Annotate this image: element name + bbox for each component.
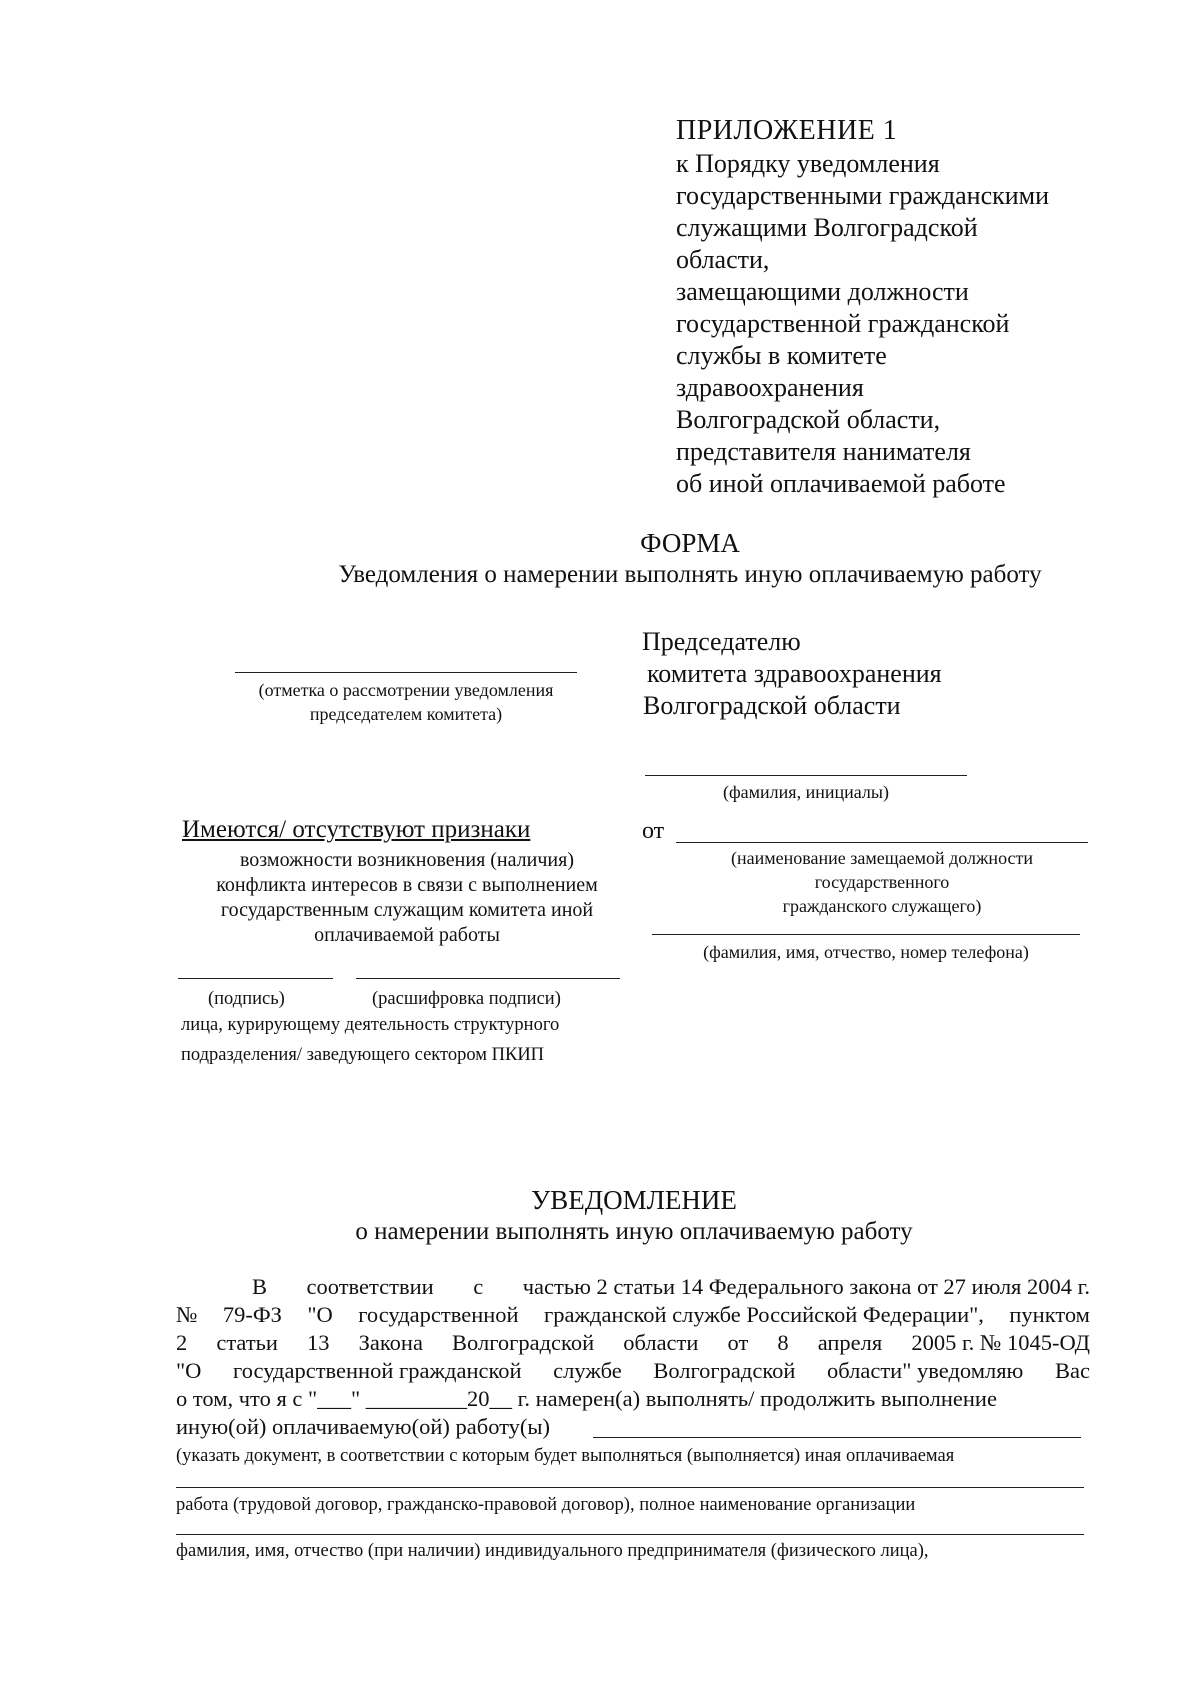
- notice-line: [176, 1301, 1090, 1329]
- appendix-line: государственными гражданскими: [676, 181, 1050, 210]
- notice-word: Волгоградской: [653, 1358, 796, 1383]
- notice-word: иную(ой) оплачиваемую(ой) работу(ы): [176, 1414, 551, 1439]
- review-mark-caption: председателем комитета): [309, 704, 503, 724]
- conflict-line: государственным служащим комитета иной: [220, 899, 594, 921]
- notice-word: 8: [777, 1330, 789, 1355]
- notice-word: Волгоградской: [452, 1330, 595, 1355]
- appendix-line: государственной гражданской: [676, 309, 1010, 338]
- notice-word: гражданской службе Российской Федерации",: [544, 1302, 984, 1327]
- appendix-line: служащими Волгоградской: [676, 213, 978, 242]
- notice-blank-line: [176, 1487, 1084, 1488]
- notice-subtitle: о намерении выполнять иную оплачиваемую работу: [355, 1218, 913, 1245]
- person-caption: (фамилия, имя, отчество, номер телефона): [703, 942, 1029, 962]
- notice-word: с: [473, 1274, 484, 1299]
- decode-line: [356, 978, 620, 979]
- notice-word: от: [727, 1330, 749, 1355]
- form-subtitle: Уведомления о намерении выполнять иную оплачиваемую работу: [338, 561, 1042, 588]
- form-title: ФОРМА: [640, 528, 740, 558]
- appendix-lines: [676, 148, 1116, 500]
- conflict-line: конфликта интересов в связи с выполнением: [216, 874, 598, 896]
- addressee-name-line: [645, 775, 967, 776]
- appendix-line: области,: [676, 245, 770, 274]
- appendix-line: Волгоградской области,: [676, 405, 941, 434]
- from-label: от: [642, 818, 665, 844]
- notice-blank-line: [176, 1534, 1084, 1535]
- notice-word: №: [176, 1302, 198, 1327]
- addressee-line: Председателю: [642, 627, 801, 656]
- position-caption: государственного: [814, 872, 950, 892]
- conflict-line: оплачиваемой работы: [314, 924, 500, 946]
- appendix-title: ПРИЛОЖЕНИЕ 1: [676, 115, 898, 146]
- notice-word: "О: [176, 1358, 202, 1383]
- appendix-line: об иной оплачиваемой работе: [676, 469, 1006, 498]
- notice-word: пунктом: [1009, 1302, 1090, 1327]
- person-line: [652, 934, 1080, 935]
- notice-line: [176, 1273, 1090, 1301]
- notice-word: 13: [307, 1330, 330, 1355]
- notice-title: УВЕДОМЛЕНИЕ: [531, 1185, 737, 1215]
- position-caption: гражданского служащего): [782, 896, 982, 916]
- notice-caption: фамилия, имя, отчество (при наличии) индивидуального предпринимателя (физического лица),: [176, 1541, 929, 1561]
- notice-word: Вас: [1054, 1358, 1090, 1383]
- appendix-line: службы в комитете: [676, 341, 887, 370]
- position-caption: (наименование замещаемой должности: [730, 848, 1034, 868]
- notice-word: о том, что я с "___" _________20__ г. намерен(а) выполнять/ продолжить выполнение: [176, 1386, 997, 1411]
- appendix-line: к Порядку уведомления: [676, 149, 940, 178]
- decode-caption: (расшифровка подписи): [372, 989, 561, 1009]
- notice-word: статьи: [216, 1330, 278, 1355]
- notice-body: [176, 1273, 1090, 1441]
- conflict-footer: лица, курирующему деятельность структурного: [181, 1015, 560, 1035]
- notice-caption: работа (трудовой договор, гражданско-правовой договор), полное наименование организации: [176, 1495, 916, 1515]
- notice-word: "О: [307, 1302, 333, 1327]
- notice-word: службе: [553, 1358, 622, 1383]
- conflict-line: возможности возникновения (наличия): [240, 849, 574, 871]
- review-mark-caption: (отметка о рассмотрении уведомления: [258, 680, 554, 700]
- review-mark-line: [235, 672, 577, 673]
- from-position-line: [676, 842, 1088, 843]
- notice-word: государственной гражданской: [233, 1358, 522, 1383]
- notice-word: 2005 г. № 1045-ОД: [911, 1330, 1090, 1355]
- notice-word: соответствии: [306, 1274, 434, 1299]
- notice-line: [176, 1329, 1090, 1357]
- notice-word: частью 2 статьи 14 Федерального закона от 27 июля 2004 г.: [522, 1274, 1090, 1299]
- notice-line: [176, 1385, 1090, 1413]
- notice-word: В: [252, 1274, 268, 1299]
- signature-line: [178, 978, 333, 979]
- addressee-line: Волгоградской области: [643, 691, 901, 720]
- addressee-line: комитета здравоохранения: [647, 659, 942, 688]
- notice-word: 79-ФЗ: [222, 1302, 282, 1327]
- appendix-block: [676, 114, 1116, 500]
- notice-word: Закона: [358, 1330, 423, 1355]
- notice-word: области: [623, 1330, 699, 1355]
- conflict-heading: Имеются/ отсутствуют признаки: [182, 816, 531, 843]
- notice-word: апреля: [817, 1330, 883, 1355]
- notice-caption: (указать документ, в соответствии с которым будет выполняться (выполняется) иная оплачиваемая: [176, 1446, 955, 1466]
- addressee-name-caption: (фамилия, инициалы): [723, 782, 889, 802]
- appendix-line: здравоохранения: [676, 373, 864, 402]
- work-line: [593, 1437, 1081, 1438]
- conflict-text: [170, 848, 644, 948]
- notice-line: [176, 1357, 1090, 1385]
- notice-word: государственной: [358, 1302, 519, 1327]
- notice-word: области" уведомляю: [827, 1358, 1024, 1383]
- appendix-line: замещающими должности: [676, 277, 969, 306]
- conflict-footer: подразделения/ заведующего сектором ПКИП: [181, 1045, 545, 1065]
- appendix-line: представителя нанимателя: [676, 437, 971, 466]
- notice-word: 2: [176, 1330, 188, 1355]
- signature-caption: (подпись): [208, 989, 285, 1009]
